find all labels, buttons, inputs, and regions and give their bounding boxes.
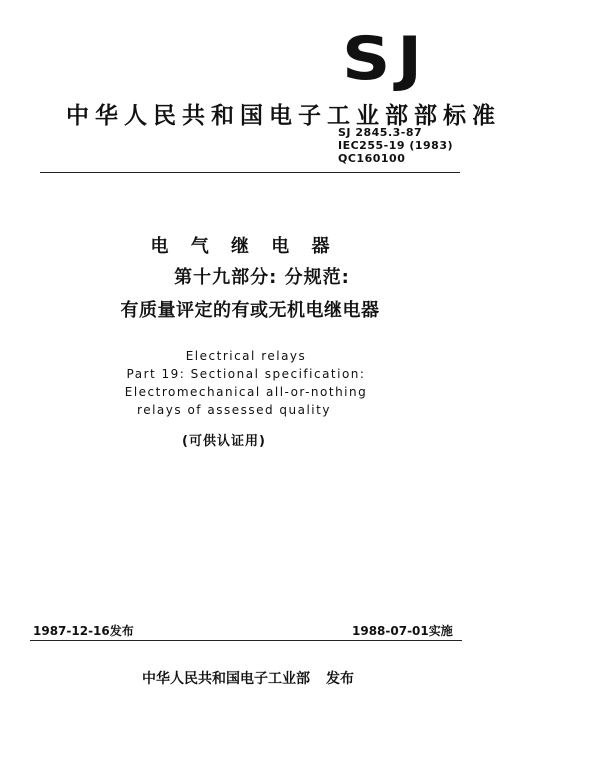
title-en-line1: Electrical relays [185, 349, 307, 363]
title-cn-line2: 第十九部分: 分规范: [174, 267, 350, 288]
publisher-name: 中华人民共和国电子工业部 [142, 671, 310, 687]
standard-numbers [338, 126, 453, 165]
ministry-standard-heading: 中华人民共和国电子工业部部标准 [66, 103, 501, 129]
issue-date: 1987-12-16发布 [33, 624, 134, 638]
sj-logo: SJ [342, 24, 429, 94]
standard-number-iec: IEC255-19 (1983) [338, 139, 454, 152]
standard-number-sj: SJ 2845.3-87 [338, 126, 423, 139]
title-cn-line3: 有质量评定的有或无机电继电器 [120, 300, 380, 321]
footer-divider [30, 640, 462, 641]
publisher-line [142, 668, 354, 688]
title-en-line2: Part 19: Sectional specification: [126, 367, 366, 381]
title-cn-line1: 电 气 继 电 器 [150, 236, 338, 257]
title-en-line3: Electromechanical all-or-nothing [124, 385, 368, 399]
standard-number-qc: QC160100 [338, 152, 406, 165]
implementation-date: 1988-07-01实施 [352, 624, 453, 638]
title-en-line4: relays of assessed quality [137, 403, 331, 417]
availability-note: (可供认证用) [182, 434, 266, 449]
publisher-action: 发布 [326, 671, 354, 687]
header-divider [40, 172, 460, 173]
